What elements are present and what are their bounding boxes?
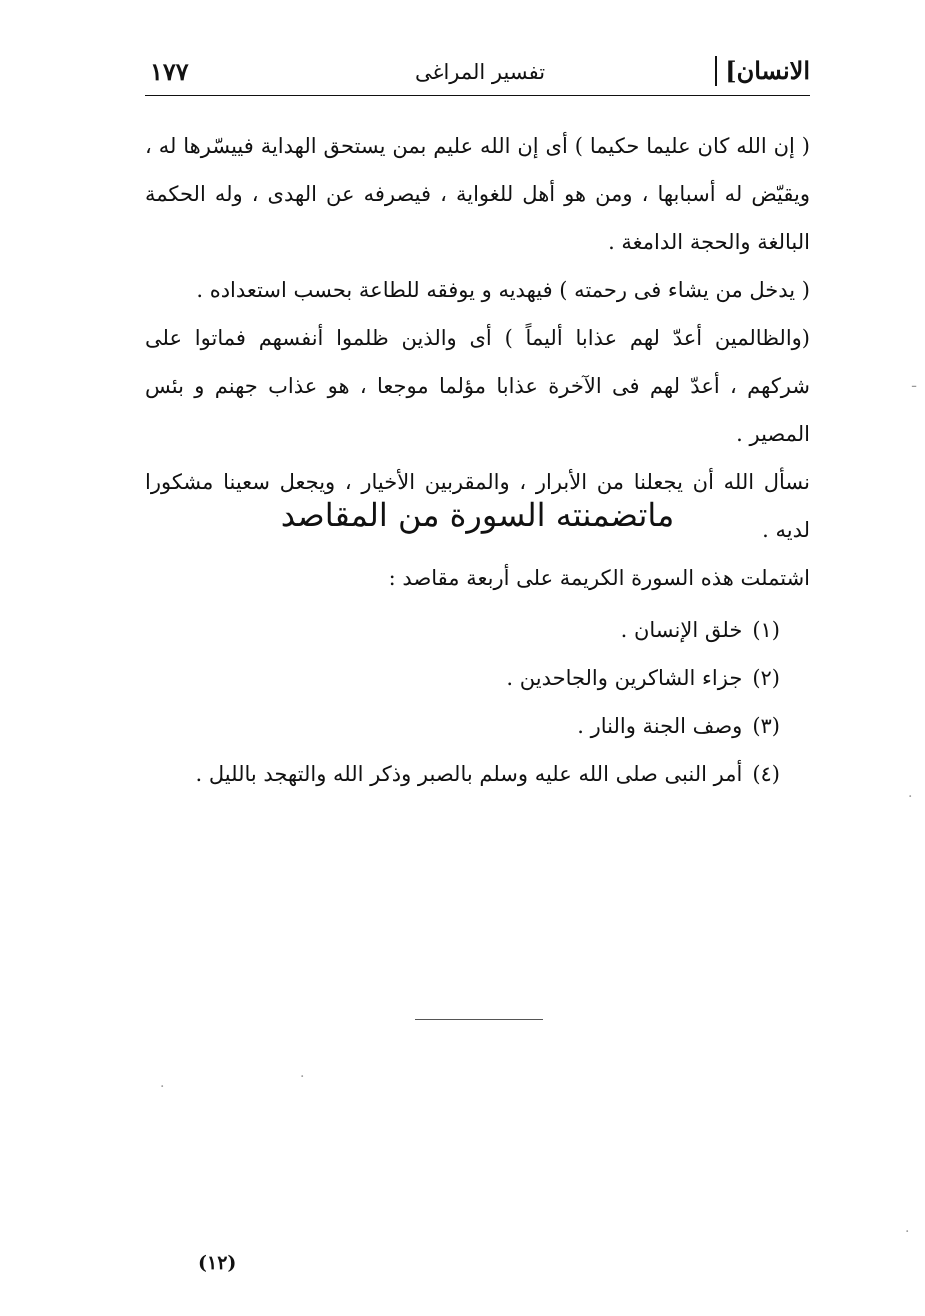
scan-speck: ·	[905, 1224, 910, 1240]
paragraph: نسأل الله أن يجعلنا من الأبرار ، والمقربين الأخيار ، ويجعل سعينا مشكورا لديه .	[145, 470, 810, 542]
paragraph: (والظالمين أعدّ لهم عذابا أليماً ) أى والذين ظلموا أنفسهم فماتوا على شركهم ، أعدّ لهم فى الآخرة عذابا مؤلما موجعا ، هو عذاب جهنم و بئس المصير .	[145, 326, 810, 446]
scan-speck: ·	[908, 789, 913, 805]
list-item-number: (٣)	[752, 714, 780, 738]
list-item-text: خلق الإنسان .	[620, 618, 743, 642]
list-item-number: (٤)	[752, 762, 780, 786]
page-number: ١٧٧	[150, 57, 189, 86]
list-item-number: (١)	[752, 618, 780, 642]
header-rule	[145, 95, 810, 96]
list-item-text: وصف الجنة والنار .	[577, 714, 743, 738]
list-item-text: جزاء الشاكرين والجاحدين .	[506, 666, 743, 690]
running-head-surah-name: الانسان]	[715, 56, 810, 86]
commentary-body	[145, 122, 810, 554]
list-item-text: أمر النبى صلى الله عليه وسلم بالصبر وذكر الله والتهجد بالليل .	[195, 762, 743, 786]
section-heading: ماتضمنته السورة من المقاصد	[280, 496, 675, 534]
scan-speck: ·	[160, 1079, 165, 1095]
scan-speck: ـ	[912, 375, 917, 391]
list-item	[145, 606, 810, 654]
list-item	[145, 654, 810, 702]
running-head	[150, 52, 810, 92]
scan-speck: ·	[300, 1069, 305, 1085]
running-head-book-title: تفسير المراغى	[414, 60, 546, 84]
section-intro: اشتملت هذه السورة الكريمة على أربعة مقاصد :	[388, 566, 810, 590]
objectives-list	[145, 606, 810, 798]
signature-mark: (١٢)	[198, 1252, 237, 1274]
paragraph: ( يدخل من يشاء فى رحمته ) فيهديه و يوفقه للطاعة بحسب استعداده .	[196, 278, 810, 302]
paragraph: ( إن الله كان عليما حكيما ) أى إن الله عليم بمن يستحق الهداية فييسّرها له ، ويقيّض له أسبابها ، ومن هو أهل للغواية ، فيصرفه عن الهدى ، وله الحكمة البالغة والحجة الدامغة .	[145, 134, 810, 254]
list-item-number: (٢)	[752, 666, 780, 690]
end-rule	[415, 1019, 543, 1020]
list-item	[145, 702, 810, 750]
list-item	[145, 750, 810, 798]
